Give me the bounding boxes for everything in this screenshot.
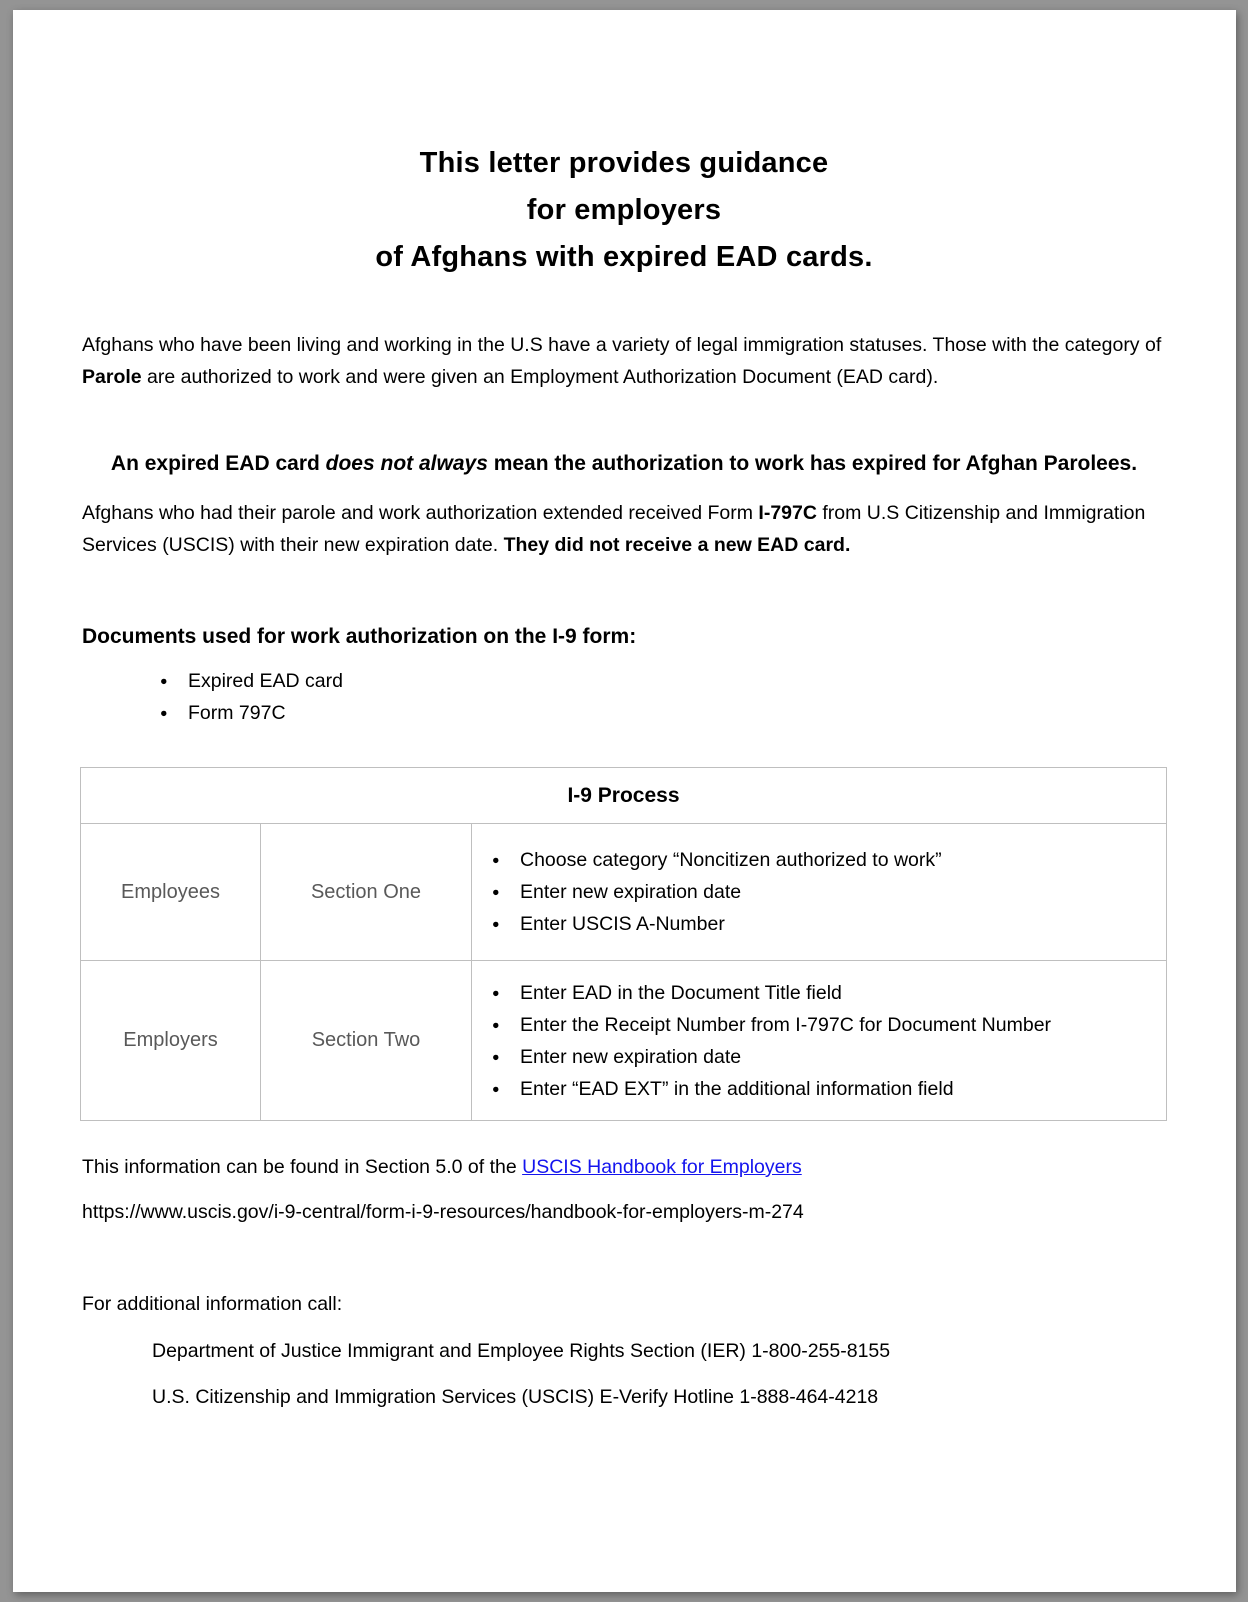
document-page xyxy=(13,10,1236,1592)
row-section-one: Section One xyxy=(261,824,472,961)
text-segment: from U.S Citizenship and Immigration Services (USCIS) with their new expiration date. xyxy=(82,502,1146,556)
info-text: This information can be found in Section 5.0 of the xyxy=(82,1156,523,1178)
row-section-two: Section Two xyxy=(261,961,472,1121)
additional-info-heading: For additional information call: xyxy=(82,1293,343,1315)
text-segment: mean the authorization to work has expired for Afghan Parolees. xyxy=(487,452,1138,475)
text-segment: Afghans who have been living and working in the U.S have a variety of legal immigration statuses. Those with the category of xyxy=(82,334,1162,356)
info-line xyxy=(82,1151,1166,1183)
list-item: ● Enter the Receipt Number from I-797C for Document Number xyxy=(492,1009,1166,1041)
i9-process-table xyxy=(80,767,1167,1121)
list-item: ● Enter “EAD EXT” in the additional information field xyxy=(492,1073,1166,1105)
text-segment: I-797C xyxy=(758,502,817,524)
expired-ead-heading xyxy=(82,445,1166,483)
row-actor-employers: Employers xyxy=(81,961,261,1121)
text-segment: Parole xyxy=(82,366,142,388)
row-actor-employees: Employees xyxy=(81,824,261,961)
intro-paragraph xyxy=(82,329,1166,393)
section-one-steps xyxy=(472,844,1166,940)
extension-paragraph xyxy=(82,497,1166,561)
list-item: ● Choose category “Noncitizen authorized to work” xyxy=(492,844,1166,876)
list-item: ● Enter new expiration date xyxy=(492,1041,1166,1073)
list-item: ● Form 797C xyxy=(160,697,1166,729)
table-title: I-9 Process xyxy=(81,768,1167,824)
table-row-employers xyxy=(81,961,1167,1121)
handbook-url: https://www.uscis.gov/i-9-central/form-i-9-resources/handbook-for-employers-m-274 xyxy=(82,1201,804,1223)
list-item: ● Expired EAD card xyxy=(160,665,1166,697)
list-item: ● Enter USCIS A-Number xyxy=(492,908,1166,940)
title-line-1: This letter provides guidance xyxy=(419,147,829,179)
section-two-steps xyxy=(472,977,1166,1105)
text-segment: An expired EAD card xyxy=(110,452,326,475)
documents-heading: Documents used for work authorization on the I-9 form: xyxy=(82,625,637,648)
uscis-everify-contact-line: U.S. Citizenship and Immigration Services (USCIS) E-Verify Hotline 1-888-464-4218 xyxy=(152,1386,879,1408)
table-header-row xyxy=(81,768,1167,824)
doj-ier-contact-line: Department of Justice Immigrant and Employee Rights Section (IER) 1-800-255-8155 xyxy=(152,1340,891,1362)
table-row-employees xyxy=(81,824,1167,961)
title-line-2: for employers xyxy=(526,194,722,226)
document-title xyxy=(82,140,1166,281)
title-line-3: of Afghans with expired EAD cards. xyxy=(375,241,873,273)
text-segment: Afghans who had their parole and work authorization extended received Form xyxy=(82,502,759,524)
uscis-handbook-link[interactable]: USCIS Handbook for Employers xyxy=(522,1156,802,1178)
list-item: ● Enter new expiration date xyxy=(492,876,1166,908)
text-segment: does not always xyxy=(325,452,488,475)
text-segment: are authorized to work and were given an Employment Authorization Document (EAD card). xyxy=(141,366,939,388)
documents-list xyxy=(82,665,1166,729)
text-segment: They did not receive a new EAD card. xyxy=(503,534,851,556)
row-steps-cell xyxy=(472,961,1167,1121)
row-steps-cell xyxy=(472,824,1167,961)
list-item: ● Enter EAD in the Document Title field xyxy=(492,977,1166,1009)
